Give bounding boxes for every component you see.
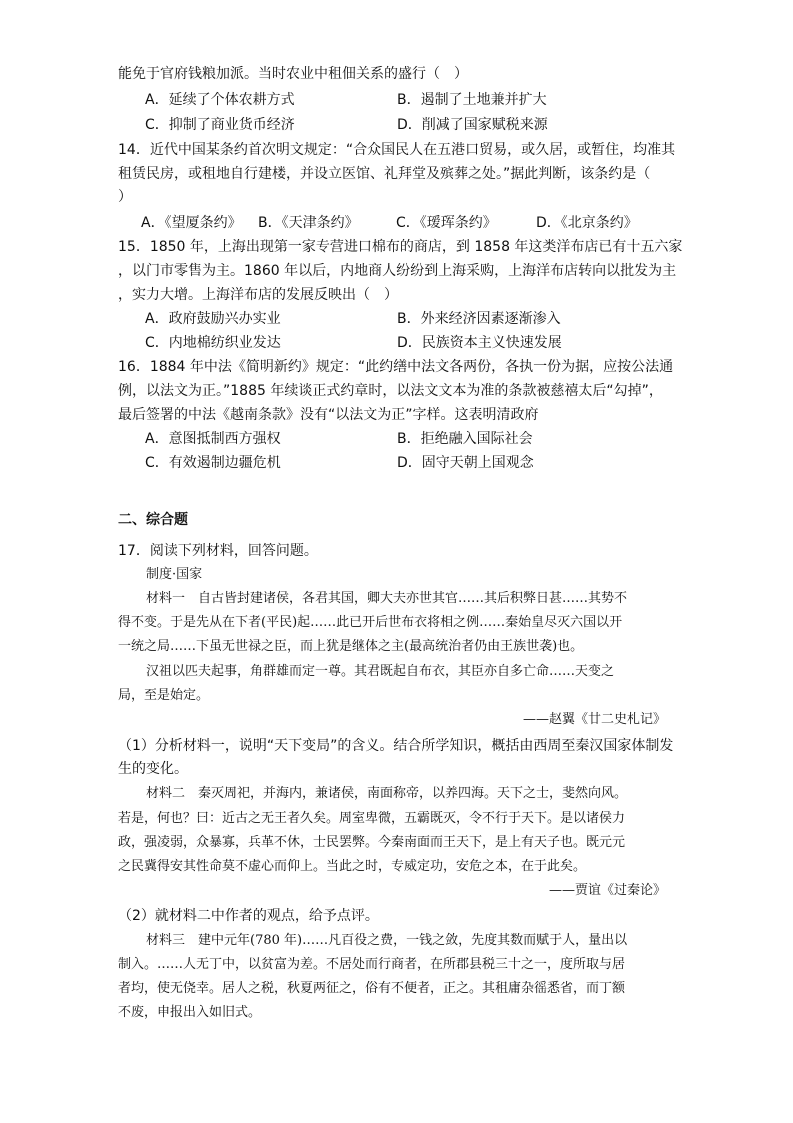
q15-line-1: 15．1850 年，上海出现第一家专营进口棉布的商店，到 1858 年这类洋布店已有十五六家 bbox=[118, 239, 683, 255]
q15-line-3: ，实力大增。上海洋布店的发展反映出（ ） bbox=[118, 287, 398, 303]
q16-option-a[interactable]: A．意图抵制西方强权 bbox=[145, 431, 281, 447]
material-1-line-1: 材料一 自古皆封建诸侯，各君其国，卿大夫亦世其官……其后积弊日甚……其势不 bbox=[146, 591, 628, 606]
q15-option-a[interactable]: A．政府鼓励兴办实业 bbox=[145, 311, 281, 327]
q14-option-a[interactable]: A．《望厦条约》 bbox=[141, 215, 242, 231]
material-1-line-2: 得不变。于是先从在下者(平民)起……此已开后世布衣将相之例……秦始皇尽灭六国以开 bbox=[118, 615, 623, 630]
q16-line-2: 例，以法文为正。”1885 年续谈正式约章时，以法文文本为准的条款被慈禧太后“勾掉”， bbox=[118, 383, 663, 399]
q14-line-1: 14．近代中国某条约首次明文规定：“合众国民人在五港口贸易，或久居，或暂住，均准其 bbox=[118, 142, 676, 158]
q16-line-1: 16．1884 年中法《简明新约》规定：“此约缮中法文各两份，各执一份为据，应按公法通 bbox=[118, 359, 674, 375]
material-3-line-1: 材料三 建中元年(780 年)……凡百役之费，一钱之敛，先度其数而赋于人，量出以 bbox=[146, 933, 628, 948]
q13-stem-tail: 能免于官府钱粮加派。当时农业中租佃关系的盛行（ ） bbox=[118, 66, 468, 82]
material-2-line-3: 政，强凌弱，众暴寡，兵革不休，士民罢弊。今秦南面而王天下，是上有天子也。既元元 bbox=[118, 835, 626, 850]
q16-option-b[interactable]: B．拒绝融入国际社会 bbox=[397, 431, 533, 447]
material-2-line-2: 若是，何也？曰：近古之无王者久矣。周室卑微，五霸既灭，令不行于天下。是以诸侯力 bbox=[118, 811, 626, 826]
q17-part-1-line-2: 生的变化。 bbox=[118, 761, 188, 777]
q15-line-2: ，以门市零售为主。1860 年以后，内地商人纷纷到上海采购，上海洋布店转向以批发为主 bbox=[118, 263, 677, 279]
q17-intro: 17．阅读下列材料，回答问题。 bbox=[118, 543, 318, 559]
material-3-line-2: 制入。……人无丁中，以贫富为差。不居处而行商者，在所郡县税三十之一，度所取与居 bbox=[118, 957, 626, 972]
q13-option-b[interactable]: B．遏制了土地兼并扩大 bbox=[397, 92, 547, 108]
q14-line-2: 租赁民房，或租地自行建楼，并设立医馆、礼拜堂及殡葬之处。”据此判断，该条约是（ bbox=[118, 166, 651, 182]
material-2-source: ——贾谊《过秦论》 bbox=[548, 883, 666, 898]
material-3-line-4: 不废，申报出入如旧式。 bbox=[118, 1005, 262, 1020]
q17-part-1-line-1: （1）分析材料一，说明“天下变局”的含义。结合所学知识，概括由西周至秦汉国家体制发 bbox=[118, 738, 674, 754]
q15-option-c[interactable]: C．内地棉纺织业发达 bbox=[145, 335, 281, 351]
q13-option-a[interactable]: A．延续了个体农耕方式 bbox=[145, 92, 295, 108]
q16-line-3: 最后签署的中法《越南条款》没有“以法文为正”字样。这表明清政府 bbox=[118, 407, 539, 423]
q14-option-b[interactable]: B．《天津条约》 bbox=[258, 215, 359, 231]
q14-option-c[interactable]: C．《瑷珲条约》 bbox=[396, 215, 497, 231]
q17-part-2: （2）就材料二中作者的观点，给予点评。 bbox=[118, 908, 379, 924]
q14-option-d[interactable]: D．《北京条约》 bbox=[536, 215, 638, 231]
material-1-line-3: 一统之局……下虽无世禄之臣，而上犹是继体之主(最高统治者仍由王族世袭)也。 bbox=[118, 639, 584, 654]
q17-heading: 制度·国家 bbox=[146, 567, 203, 582]
q16-option-d[interactable]: D．固守天朝上国观念 bbox=[397, 455, 534, 471]
q13-option-c[interactable]: C．抑制了商业货币经济 bbox=[145, 117, 295, 133]
q14-line-3: ） bbox=[118, 189, 132, 205]
q15-option-d[interactable]: D．民族资本主义快速发展 bbox=[397, 335, 562, 351]
section-title: 二、综合题 bbox=[118, 512, 188, 528]
q16-option-c[interactable]: C．有效遏制边疆危机 bbox=[145, 455, 281, 471]
q13-option-d[interactable]: D．削减了国家赋税来源 bbox=[397, 117, 548, 133]
material-3-line-3: 者均，使无侥幸。居人之税，秋夏两征之，俗有不便者，正之。其租庸杂徭悉省，而丁额 bbox=[118, 981, 626, 996]
material-1-line-4: 汉祖以匹夫起事，角群雄而定一尊。其君既起自布衣，其臣亦自多亡命……天变之 bbox=[146, 664, 615, 679]
material-1-source: ——赵翼《廿二史札记》 bbox=[522, 712, 666, 727]
q15-option-b[interactable]: B．外来经济因素逐渐渗入 bbox=[397, 311, 561, 327]
material-2-line-1: 材料二 秦灭周祀，并海内，兼诸侯，南面称帝，以养四海。天下之士，斐然向风。 bbox=[146, 786, 628, 801]
material-2-line-4: 之民冀得安其性命莫不虚心而仰上。当此之时，专威定功，安危之本，在于此矣。 bbox=[118, 859, 587, 874]
material-1-line-5: 局，至是始定。 bbox=[118, 688, 210, 703]
